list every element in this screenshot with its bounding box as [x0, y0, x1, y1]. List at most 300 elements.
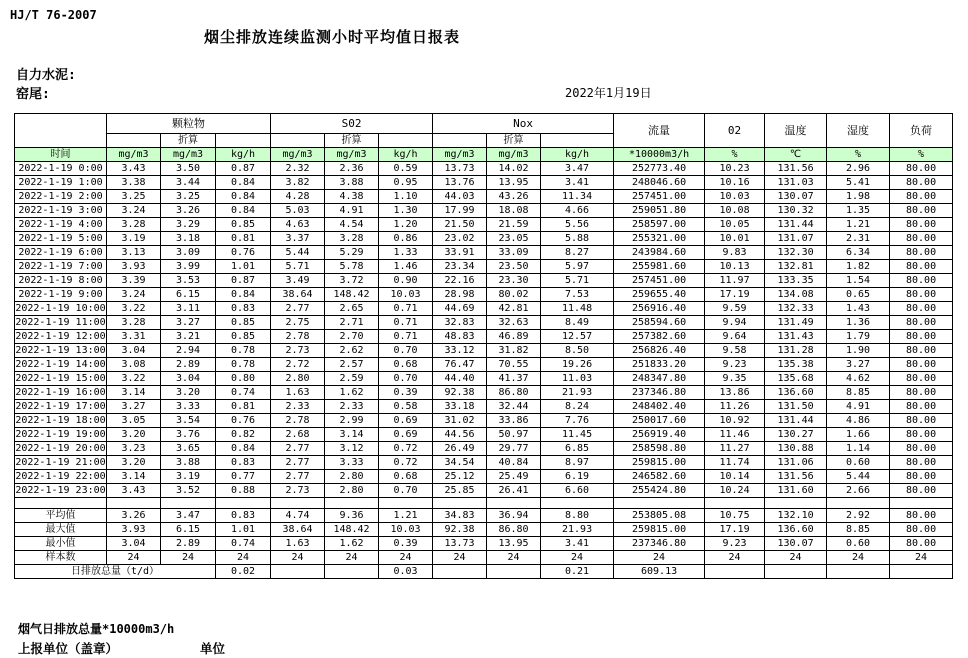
value-cell: 3.38	[107, 176, 161, 190]
value-cell: 2.75	[271, 316, 325, 330]
unit-kgh: kg/h	[216, 148, 271, 162]
value-cell: 10.05	[705, 218, 765, 232]
value-cell: 4.38	[325, 190, 379, 204]
value-cell: 11.45	[541, 428, 614, 442]
report-unit-label: 上报单位（盖章）	[18, 641, 119, 656]
time-cell: 2022-1-19 15:00	[15, 372, 106, 384]
value-cell: 80.00	[890, 428, 953, 442]
table-row	[15, 232, 953, 246]
value-cell: 10.03	[379, 288, 433, 302]
value-cell: 253805.08	[614, 509, 705, 523]
value-cell: 10.23	[705, 162, 765, 176]
value-cell: 80.00	[890, 372, 953, 386]
unit-mgm3: mg/m3	[433, 148, 487, 162]
value-cell: 3.52	[161, 484, 216, 498]
empty-cell	[433, 134, 487, 148]
value-cell: 0.88	[216, 484, 271, 498]
value-cell: 135.68	[765, 372, 827, 386]
value-cell: 4.62	[827, 372, 890, 386]
value-cell: 1.21	[379, 509, 433, 523]
value-cell: 0.70	[379, 372, 433, 386]
value-cell: 3.47	[161, 509, 216, 523]
time-cell: 2022-1-19 0:00	[15, 162, 107, 176]
value-cell: 237346.80	[614, 537, 705, 551]
value-cell: 50.97	[487, 428, 541, 442]
value-cell: 80.00	[890, 484, 953, 498]
value-cell: 38.64	[271, 523, 325, 537]
value-cell: 2.32	[271, 162, 325, 176]
data-rows	[15, 162, 953, 579]
table-row	[15, 442, 953, 456]
value-cell: 3.08	[107, 358, 161, 372]
value-cell: 1.30	[379, 204, 433, 218]
value-cell: 0.84	[216, 204, 271, 218]
value-cell: 1.14	[827, 442, 890, 456]
value-cell: 0.76	[216, 246, 271, 260]
value-cell: 4.66	[541, 204, 614, 218]
table-row	[15, 162, 953, 176]
value-cell: 0.71	[379, 302, 433, 316]
value-cell: 255981.60	[614, 260, 705, 274]
value-cell: 21.93	[541, 386, 614, 400]
value-cell: 251833.20	[614, 358, 705, 372]
value-cell: 0.70	[379, 344, 433, 358]
value-cell: 3.29	[161, 218, 216, 232]
value-cell: 5.78	[325, 260, 379, 274]
value-cell: 80.00	[890, 176, 953, 190]
table-row	[15, 218, 953, 232]
value-cell: 3.65	[161, 442, 216, 456]
value-cell: 3.72	[325, 274, 379, 288]
value-cell: 23.05	[487, 232, 541, 246]
time-cell: 2022-1-19 12:00	[15, 330, 106, 342]
value-cell: 33.18	[433, 400, 487, 414]
value-cell	[827, 565, 890, 579]
table-row	[15, 344, 953, 358]
value-cell: 2.78	[271, 330, 325, 344]
empty-cell	[827, 498, 890, 509]
empty-cell	[541, 498, 614, 509]
time-cell: 2022-1-19 23:00	[15, 484, 106, 496]
time-cell: 2022-1-19 1:00	[15, 176, 107, 190]
value-cell: 130.88	[765, 442, 827, 456]
value-cell: 6.15	[161, 288, 216, 302]
empty-cell	[433, 498, 487, 509]
value-cell: 24	[161, 551, 216, 565]
value-cell: 131.56	[765, 470, 827, 484]
value-cell: 80.00	[890, 246, 953, 260]
value-cell: 0.68	[379, 358, 433, 372]
value-cell: 1.82	[827, 260, 890, 274]
value-cell: 4.63	[271, 218, 325, 232]
footer-note: 烟气日排放总量*10000m3/h	[18, 622, 175, 636]
value-cell: 24	[107, 551, 161, 565]
value-cell: 80.00	[890, 442, 953, 456]
value-cell: 0.60	[827, 537, 890, 551]
summary-label: 平均值	[15, 509, 107, 523]
value-cell: 3.27	[161, 316, 216, 330]
value-cell: 3.20	[107, 456, 161, 470]
value-cell: 259815.00	[614, 456, 705, 470]
value-cell: 2.77	[271, 470, 325, 484]
time-cell: 2022-1-19 17:00	[15, 400, 106, 412]
value-cell	[705, 565, 765, 579]
empty-cell	[379, 134, 433, 148]
header-temp: 温度	[765, 114, 827, 148]
time-cell: 2022-1-19 21:00	[15, 456, 106, 468]
value-cell: 257451.00	[614, 190, 705, 204]
value-cell: 2.33	[271, 400, 325, 414]
value-cell: 3.04	[107, 537, 161, 551]
value-cell: 25.85	[433, 484, 487, 498]
value-cell: 0.69	[379, 428, 433, 442]
value-cell: 80.00	[890, 509, 953, 523]
value-cell: 8.85	[827, 386, 890, 400]
value-cell: 13.76	[433, 176, 487, 190]
header-load: 负荷	[890, 114, 953, 148]
time-cell: 2022-1-19 8:00	[15, 274, 107, 288]
value-cell: 3.19	[161, 470, 216, 484]
time-cell: 2022-1-19 11:00	[15, 316, 106, 328]
value-cell: 3.20	[107, 428, 161, 442]
time-cell: 2022-1-19 22:00	[15, 470, 106, 482]
value-cell: 1.10	[379, 190, 433, 204]
table-row	[15, 330, 953, 344]
empty-cell	[271, 498, 325, 509]
spacer-row	[15, 498, 953, 509]
table-row	[15, 176, 953, 190]
value-cell: 2.80	[325, 470, 379, 484]
time-cell: 2022-1-19 2:00	[15, 190, 107, 204]
value-cell: 0.90	[379, 274, 433, 288]
table-row	[15, 260, 953, 274]
value-cell: 1.35	[827, 204, 890, 218]
value-cell: 9.23	[705, 537, 765, 551]
value-cell: 11.34	[541, 190, 614, 204]
value-cell: 4.28	[271, 190, 325, 204]
value-cell: 2.68	[271, 428, 325, 442]
value-cell: 2.89	[161, 358, 216, 372]
value-cell: 1.62	[325, 537, 379, 551]
value-cell: 3.24	[107, 288, 161, 302]
value-cell: 0.80	[216, 372, 271, 386]
empty-cell	[216, 134, 271, 148]
value-cell: 80.00	[890, 204, 953, 218]
value-cell: 22.16	[433, 274, 487, 288]
value-cell: 0.82	[216, 428, 271, 442]
value-cell: 3.13	[107, 246, 161, 260]
value-cell: 10.03	[705, 190, 765, 204]
empty-cell	[614, 498, 705, 509]
value-cell: 13.95	[487, 176, 541, 190]
company-label: 自力水泥:	[16, 68, 76, 83]
table-row	[15, 428, 953, 442]
unit-mgm3: mg/m3	[487, 148, 541, 162]
unit-label: 单位	[200, 641, 226, 656]
value-cell: 3.43	[107, 162, 161, 176]
value-cell: 76.47	[433, 358, 487, 372]
value-cell: 1.62	[325, 386, 379, 400]
value-cell: 17.99	[433, 204, 487, 218]
value-cell: 0.95	[379, 176, 433, 190]
value-cell: 13.86	[705, 386, 765, 400]
value-cell: 3.43	[107, 484, 161, 498]
value-cell: 5.44	[271, 246, 325, 260]
value-cell: 5.88	[541, 232, 614, 246]
value-cell: 24	[827, 551, 890, 565]
value-cell: 42.81	[487, 302, 541, 316]
value-cell: 3.26	[107, 509, 161, 523]
value-cell: 5.56	[541, 218, 614, 232]
value-cell: 21.59	[487, 218, 541, 232]
value-cell: 2.70	[325, 330, 379, 344]
value-cell: 0.21	[541, 565, 614, 579]
time-cell: 2022-1-19 14:00	[15, 358, 106, 370]
value-cell: 24	[433, 551, 487, 565]
value-cell: 6.34	[827, 246, 890, 260]
value-cell: 6.19	[541, 470, 614, 484]
value-cell: 2.59	[325, 372, 379, 386]
value-cell: 135.38	[765, 358, 827, 372]
empty-cell	[541, 134, 614, 148]
unit-mgm3: mg/m3	[161, 148, 216, 162]
time-cell: 2022-1-19 18:00	[15, 414, 106, 426]
value-cell: 28.98	[433, 288, 487, 302]
value-cell: 80.00	[890, 232, 953, 246]
value-cell: 31.02	[433, 414, 487, 428]
empty-cell	[271, 134, 325, 148]
value-cell: 136.60	[765, 386, 827, 400]
time-cell: 2022-1-19 6:00	[15, 246, 107, 260]
value-cell: 3.28	[107, 316, 161, 330]
value-cell: 3.23	[107, 442, 161, 456]
value-cell: 131.44	[765, 218, 827, 232]
value-cell: 2.80	[325, 484, 379, 498]
unit-flow: *10000m3/h	[614, 148, 705, 162]
value-cell: 2.62	[325, 344, 379, 358]
value-cell: 3.82	[271, 176, 325, 190]
value-cell: 3.33	[161, 400, 216, 414]
value-cell: 0.70	[379, 484, 433, 498]
value-cell: 0.39	[379, 537, 433, 551]
value-cell: 0.60	[827, 456, 890, 470]
unit-percent: %	[890, 148, 953, 162]
value-cell: 44.69	[433, 302, 487, 316]
value-cell: 29.77	[487, 442, 541, 456]
time-cell: 2022-1-19 16:00	[15, 386, 106, 398]
value-cell: 259815.00	[614, 523, 705, 537]
value-cell: 3.14	[107, 470, 161, 484]
value-cell: 80.00	[890, 456, 953, 470]
value-cell: 0.83	[216, 302, 271, 316]
value-cell: 92.38	[433, 386, 487, 400]
value-cell: 32.63	[487, 316, 541, 330]
empty-cell	[765, 498, 827, 509]
table-row	[15, 414, 953, 428]
summary-row	[15, 565, 953, 579]
table-row	[15, 316, 953, 330]
value-cell: 246582.60	[614, 470, 705, 484]
value-cell: 3.50	[161, 162, 216, 176]
value-cell: 34.54	[433, 456, 487, 470]
value-cell: 0.72	[379, 456, 433, 470]
value-cell: 44.56	[433, 428, 487, 442]
value-cell: 80.00	[890, 386, 953, 400]
time-cell: 2022-1-19 5:00	[15, 232, 107, 246]
value-cell: 6.15	[161, 523, 216, 537]
value-cell: 3.22	[107, 372, 161, 386]
value-cell: 2.99	[325, 414, 379, 428]
value-cell: 131.49	[765, 316, 827, 330]
value-cell: 8.85	[827, 523, 890, 537]
time-cell: 2022-1-19 19:00	[15, 428, 106, 440]
value-cell: 3.20	[161, 386, 216, 400]
value-cell: 48.83	[433, 330, 487, 344]
value-cell: 4.86	[827, 414, 890, 428]
value-cell: 80.02	[487, 288, 541, 302]
value-cell: 9.64	[705, 330, 765, 344]
summary-row	[15, 537, 953, 551]
unit-percent: %	[827, 148, 890, 162]
value-cell: 33.91	[433, 246, 487, 260]
value-cell: 4.74	[271, 509, 325, 523]
summary-row	[15, 509, 953, 523]
value-cell: 1.20	[379, 218, 433, 232]
value-cell: 1.90	[827, 344, 890, 358]
value-cell	[765, 565, 827, 579]
value-cell: 0.59	[379, 162, 433, 176]
value-cell: 24	[216, 551, 271, 565]
value-cell: 5.41	[827, 176, 890, 190]
value-cell: 26.49	[433, 442, 487, 456]
value-cell: 2.92	[827, 509, 890, 523]
value-cell: 36.94	[487, 509, 541, 523]
value-cell: 23.50	[487, 260, 541, 274]
value-cell: 43.26	[487, 190, 541, 204]
value-cell: 5.97	[541, 260, 614, 274]
value-cell: 133.35	[765, 274, 827, 288]
value-cell: 248046.60	[614, 176, 705, 190]
summary-label: 样本数	[15, 551, 107, 565]
unit-kgh: kg/h	[379, 148, 433, 162]
value-cell: 80.00	[890, 523, 953, 537]
table-row	[15, 386, 953, 400]
value-cell: 0.76	[216, 414, 271, 428]
value-cell: 10.08	[705, 204, 765, 218]
value-cell: 86.80	[487, 386, 541, 400]
value-cell: 17.19	[705, 288, 765, 302]
value-cell: 80.00	[890, 344, 953, 358]
value-cell: 1.79	[827, 330, 890, 344]
value-cell: 4.54	[325, 218, 379, 232]
value-cell: 24	[890, 551, 953, 565]
pm-conv-label: 折算	[161, 134, 216, 148]
header-o2: 02	[705, 114, 765, 148]
value-cell: 134.08	[765, 288, 827, 302]
table-row	[15, 456, 953, 470]
doc-code: HJ/T 76-2007	[10, 8, 97, 22]
value-cell: 0.74	[216, 537, 271, 551]
value-cell: 3.47	[541, 162, 614, 176]
value-cell: 80.00	[890, 414, 953, 428]
value-cell: 0.85	[216, 330, 271, 344]
value-cell: 250017.60	[614, 414, 705, 428]
value-cell: 0.58	[379, 400, 433, 414]
value-cell: 248347.80	[614, 372, 705, 386]
value-cell: 3.14	[325, 428, 379, 442]
value-cell: 3.88	[161, 456, 216, 470]
report-date: 2022年1月19日	[565, 86, 652, 100]
report-table	[14, 113, 953, 579]
value-cell: 80.00	[890, 190, 953, 204]
value-cell: 1.63	[271, 386, 325, 400]
value-cell: 10.14	[705, 470, 765, 484]
value-cell: 255321.00	[614, 232, 705, 246]
value-cell: 11.46	[705, 428, 765, 442]
value-cell: 256826.40	[614, 344, 705, 358]
header-so2: S02	[271, 114, 433, 134]
unit-kgh: kg/h	[541, 148, 614, 162]
value-cell: 25.49	[487, 470, 541, 484]
value-cell: 11.48	[541, 302, 614, 316]
value-cell	[271, 565, 325, 579]
value-cell: 3.53	[161, 274, 216, 288]
value-cell: 2.72	[271, 358, 325, 372]
value-cell: 6.60	[541, 484, 614, 498]
value-cell: 237346.80	[614, 386, 705, 400]
value-cell: 248402.40	[614, 400, 705, 414]
value-cell: 80.00	[890, 218, 953, 232]
value-cell: 0.69	[379, 414, 433, 428]
summary-label: 日排放总量（t/d）	[15, 565, 216, 579]
so2-conv-label: 折算	[325, 134, 379, 148]
value-cell: 2.65	[325, 302, 379, 316]
table-row	[15, 288, 953, 302]
value-cell: 32.44	[487, 400, 541, 414]
value-cell: 0.39	[379, 386, 433, 400]
value-cell: 131.60	[765, 484, 827, 498]
table-row	[15, 400, 953, 414]
value-cell: 3.31	[107, 330, 161, 344]
value-cell: 255424.80	[614, 484, 705, 498]
value-cell: 3.26	[161, 204, 216, 218]
value-cell: 3.27	[107, 400, 161, 414]
value-cell: 2.78	[271, 414, 325, 428]
value-cell: 1.54	[827, 274, 890, 288]
value-cell: 40.84	[487, 456, 541, 470]
value-cell: 80.00	[890, 400, 953, 414]
value-cell: 132.10	[765, 509, 827, 523]
value-cell: 24	[271, 551, 325, 565]
value-cell: 19.26	[541, 358, 614, 372]
value-cell: 0.81	[216, 400, 271, 414]
value-cell: 3.12	[325, 442, 379, 456]
value-cell: 259655.40	[614, 288, 705, 302]
value-cell: 3.93	[107, 523, 161, 537]
value-cell: 1.46	[379, 260, 433, 274]
header-unit-row	[15, 148, 953, 162]
table-row	[15, 190, 953, 204]
value-cell: 1.21	[827, 218, 890, 232]
value-cell: 8.80	[541, 509, 614, 523]
value-cell: 10.13	[705, 260, 765, 274]
value-cell: 8.24	[541, 400, 614, 414]
value-cell: 13.73	[433, 162, 487, 176]
value-cell: 5.03	[271, 204, 325, 218]
value-cell: 11.74	[705, 456, 765, 470]
value-cell: 11.27	[705, 442, 765, 456]
value-cell: 86.80	[487, 523, 541, 537]
